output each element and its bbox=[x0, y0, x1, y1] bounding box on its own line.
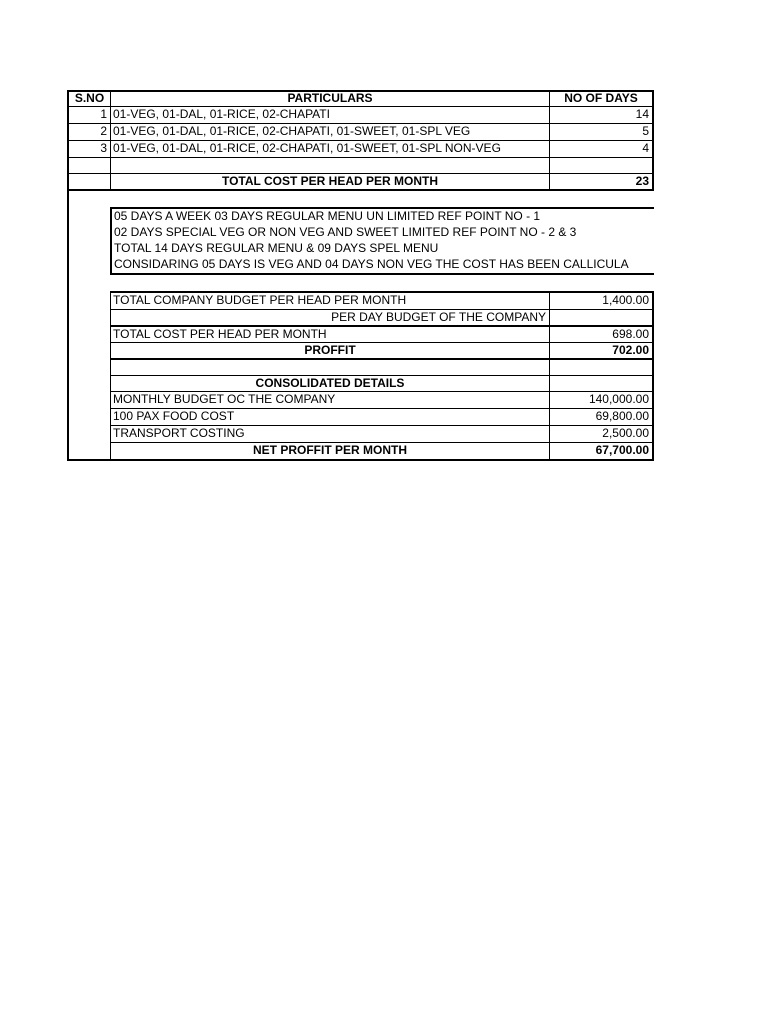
row-line bbox=[110, 358, 654, 360]
consolidated-row-3-value: 2,500.00 bbox=[602, 426, 649, 440]
per-day-budget-value bbox=[550, 310, 652, 325]
total-cost-label: TOTAL COST PER HEAD PER MONTH bbox=[221, 174, 438, 188]
net-profit-value: 67,700.00 bbox=[595, 443, 649, 457]
net-profit-label: NET PROFFIT PER MONTH bbox=[253, 443, 407, 457]
header-particulars: PARTICULARS bbox=[287, 91, 373, 105]
row-line bbox=[67, 157, 654, 158]
row-1-sno: 1 bbox=[100, 107, 107, 121]
profit-label: PROFFIT bbox=[304, 343, 356, 357]
consolidated-title: CONSOLIDATED DETAILS bbox=[255, 376, 405, 390]
row-2-particulars: 01-VEG, 01-DAL, 01-RICE, 02-CHAPATI, 01-SWEET, 01-SPL VEG bbox=[113, 124, 471, 138]
row-3-sno: 3 bbox=[100, 141, 107, 155]
row-1-days: 14 bbox=[635, 107, 649, 121]
consolidated-row-2-label: 100 PAX FOOD COST bbox=[113, 409, 235, 423]
row-1-particulars: 01-VEG, 01-DAL, 01-RICE, 02-CHAPATI bbox=[113, 107, 330, 121]
row-3-days: 4 bbox=[642, 141, 649, 155]
note-2: 02 DAYS SPECIAL VEG OR NON VEG AND SWEET LIMITED REF POINT NO - 2 & 3 bbox=[114, 225, 577, 239]
note-4: CONSIDARING 05 DAYS IS VEG AND 04 DAYS NON VEG THE COST HAS BEEN CALLICULA bbox=[114, 257, 629, 271]
row-3-particulars: 01-VEG, 01-DAL, 01-RICE, 02-CHAPATI, 01-SWEET, 01-SPL NON-VEG bbox=[113, 141, 501, 155]
consolidated-row-2-value: 69,800.00 bbox=[595, 409, 649, 423]
per-day-budget-label: PER DAY BUDGET OF THE COMPANY bbox=[331, 310, 546, 324]
company-budget-value: 1,400.00 bbox=[602, 293, 649, 307]
header-days: NO OF DAYS bbox=[564, 91, 638, 105]
profit-value: 702.00 bbox=[612, 343, 649, 357]
note-3: TOTAL 14 DAYS REGULAR MENU & 09 DAYS SPEL MENU bbox=[114, 241, 439, 255]
cost-per-head-label: TOTAL COST PER HEAD PER MONTH bbox=[113, 327, 327, 341]
total-days-value: 23 bbox=[635, 174, 649, 188]
row-line bbox=[67, 189, 654, 191]
consolidated-row-3-label: TRANSPORT COSTING bbox=[113, 426, 245, 440]
notes-bottom-border bbox=[110, 273, 654, 275]
row-2-sno: 2 bbox=[100, 124, 107, 138]
bottom-border bbox=[67, 459, 654, 461]
company-budget-label: TOTAL COMPANY BUDGET PER HEAD PER MONTH bbox=[113, 293, 407, 307]
header-sno: S.NO bbox=[74, 91, 105, 105]
note-1: 05 DAYS A WEEK 03 DAYS REGULAR MENU UN LIMITED REF POINT NO - 1 bbox=[114, 209, 541, 223]
row-2-days: 5 bbox=[642, 124, 649, 138]
budget-right-border bbox=[652, 291, 654, 461]
cost-per-head-value: 698.00 bbox=[612, 327, 649, 341]
consolidated-row-1-label: MONTHLY BUDGET OC THE COMPANY bbox=[113, 392, 336, 406]
consolidated-row-1-value: 140,000.00 bbox=[588, 392, 649, 406]
